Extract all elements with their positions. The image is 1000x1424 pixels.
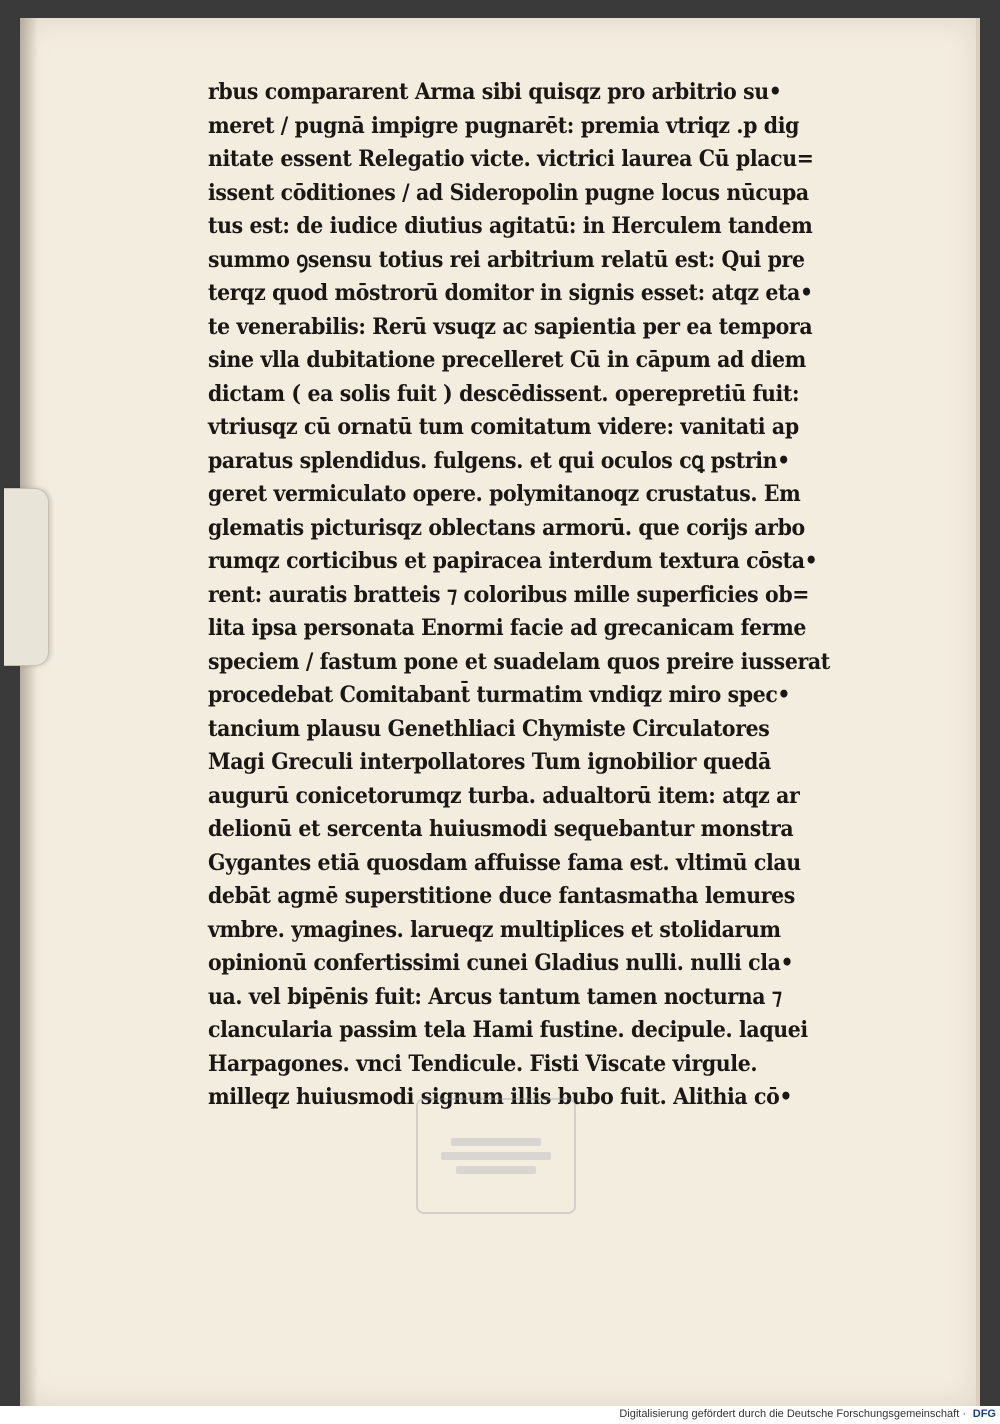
stamp-mark <box>456 1166 536 1174</box>
text-line: paratus splendidus. fulgens. et qui oculos cꝗ pstrin• <box>208 447 790 474</box>
text-line: Harpagones. vnci Tendicule. Fisti Viscate virgule. <box>208 1050 758 1077</box>
text-line: rbus compararent Arma sibi quisqz pro arbitrio su• <box>208 79 782 105</box>
text-line: vtriusqz cū ornatū tum comitatum videre: vanitati ap <box>208 414 799 440</box>
text-line: geret vermiculato opere. polymitanoqz crustatus. Em <box>208 481 801 507</box>
page-edge <box>976 18 980 1406</box>
text-line: summo ꝯsensu totius rei arbitrium relatū est: Qui pre <box>208 246 805 273</box>
funding-credit: Digitalisierung gefördert durch die Deutsche Forschungsgemeinschaft · <box>619 1408 966 1420</box>
text-line: rumqz corticibus et papiracea interdum textura cōsta• <box>208 548 818 574</box>
library-stamp <box>416 1098 576 1214</box>
text-line: lita ipsa personata Enormi facie ad grecanicam ferme <box>208 615 807 641</box>
text-line: Magi Greculi interpollatores Tum ignobilior quedā <box>208 749 771 775</box>
text-line: meret / pugnā impigre pugnarēt: premia vtriqz .p dig <box>208 112 800 139</box>
text-line: debāt agmē superstitione duce fantasmatha lemures <box>208 883 795 909</box>
text-line: vmbre. ymagines. larueqz multiplices et stolidarum <box>208 916 781 943</box>
text-line: tancium plausu Genethliaci Chymiste Circulatores <box>208 715 770 742</box>
text-line: nitate essent Relegatio victe. victrici laurea Cū placu= <box>208 146 814 172</box>
text-line: te venerabilis: Rerū vsuqz ac sapientia per ea tempora <box>208 313 813 340</box>
text-line: clancularia passim tela Hami fustine. decipule. laquei <box>208 1017 808 1043</box>
footer-bar <box>0 1406 1000 1424</box>
stamp-mark <box>441 1152 551 1160</box>
text-line: Gygantes etiā quosdam affuisse fama est. vltimū clau <box>208 849 801 876</box>
text-line: ua. vel bipēnis fuit: Arcus tantum tamen nocturna ⁊ <box>208 983 782 1010</box>
text-line: tus est: de iudice diutius agitatū: in Herculem tandem <box>208 213 813 239</box>
text-line: augurū conicetorumqz turba. adualtorū item: atqz ar <box>208 782 800 809</box>
page-clip <box>4 488 49 666</box>
text-line: issent cōditiones / ad Sideropolin pugne locus nūcupa <box>208 179 809 206</box>
text-line: dictam ( ea solis fuit ) descēdissent. operepretiū fuit: <box>208 380 800 407</box>
text-block <box>208 76 830 1115</box>
text-line: sine vlla dubitatione precelleret Cū in cāpum ad diem <box>208 347 806 373</box>
text-line: speciem / fastum pone et suadelam quos preire iusserat <box>208 648 830 675</box>
text-line: procedebat Comitabant̄ turmatim vndiqz miro spec• <box>208 682 791 708</box>
text-line: glematis picturisqz oblectans armorū. que corijs arbo <box>208 514 805 541</box>
text-line: terqz quod mōstrorū domitor in signis esset: atqz eta• <box>208 280 813 306</box>
text-line: delionū et sercenta huiusmodi sequebantur monstra <box>208 816 794 842</box>
text-line: milleqz huiusmodi signum illis bubo fuit. Alithia cō• <box>208 1084 793 1110</box>
text-line: rent: auratis bratteis ⁊ coloribus mille superficies ob= <box>208 581 810 608</box>
stamp-mark <box>451 1138 541 1146</box>
dfg-logo-icon: DFG <box>972 1408 996 1420</box>
text-line: opinionū confertissimi cunei Gladius nulli. nulli cla• <box>208 950 794 976</box>
page-gutter-shadow <box>20 18 38 1406</box>
